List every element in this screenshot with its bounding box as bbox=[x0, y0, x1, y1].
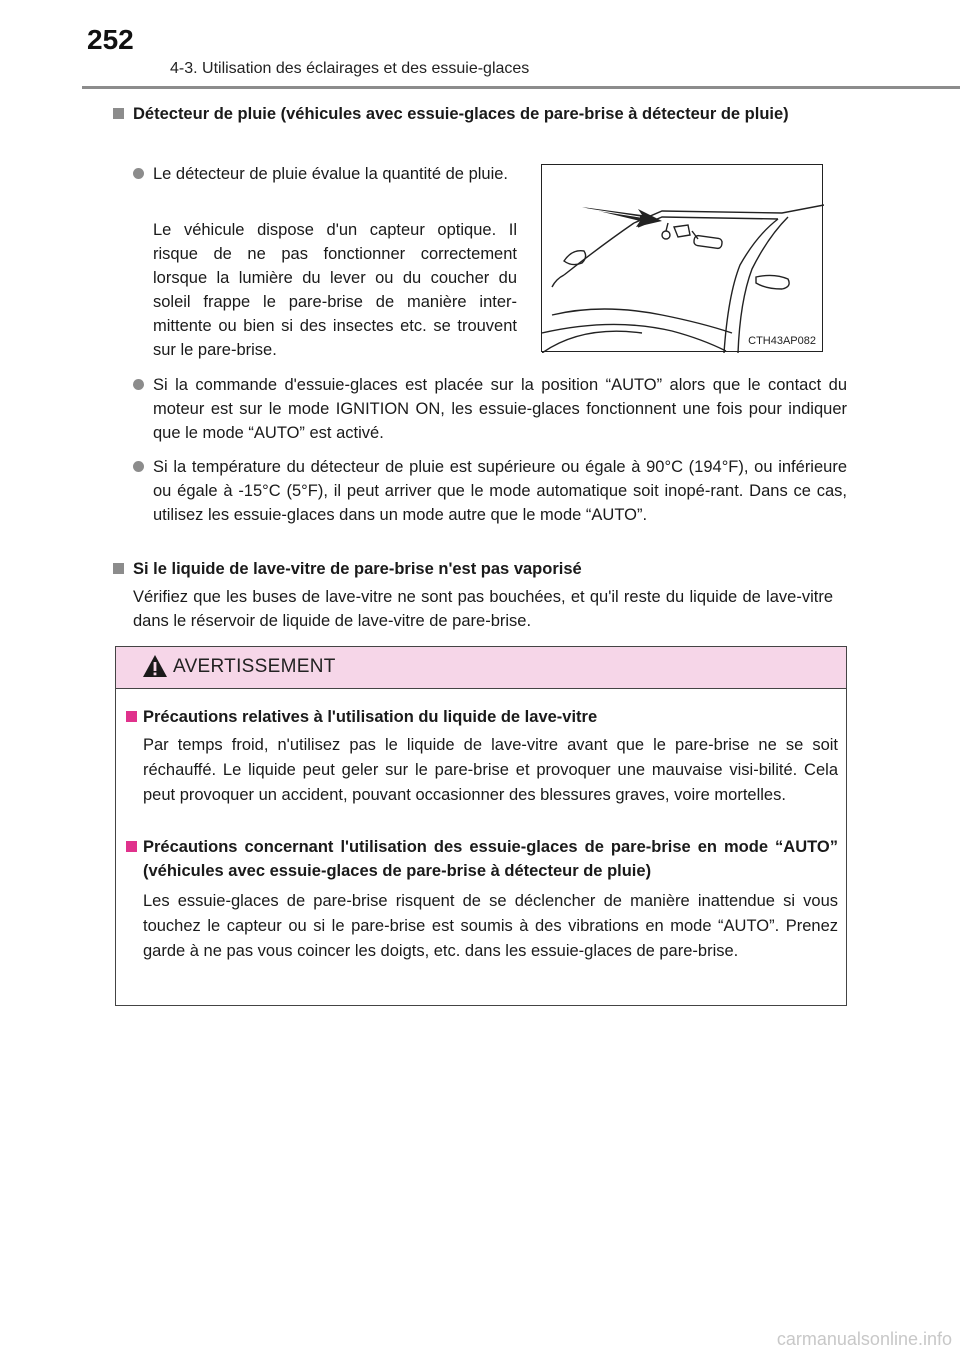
figure-code: CTH43AP082 bbox=[748, 335, 816, 347]
warning-item-auto-mode-heading: Précautions concernant l'utilisation des essuie-glaces de pare-brise en mode “AUTO” (véhicules avec essuie-glaces de pare-brise à détecteur de pluie) bbox=[126, 835, 838, 883]
square-bullet-icon bbox=[113, 108, 124, 119]
page-number: 252 bbox=[87, 24, 134, 55]
circle-bullet-icon bbox=[133, 461, 144, 472]
bullet-auto-position: Si la commande d'essuie-glaces est placée sur la position “AUTO” alors que le contact du moteur est sur le mode IGNITION ON, les essuie-glaces fonctionnent une fois pour indiquer que le mode “AUTO” est activé. bbox=[133, 373, 847, 445]
square-bullet-icon bbox=[113, 563, 124, 574]
section-heading-rain-sensor: Détecteur de pluie (véhicules avec essuie-glaces de pare-brise à détecteur de pluie) bbox=[113, 102, 847, 126]
bullet-temperature: Si la température du détecteur de pluie est supérieure ou égale à 90°C (194°F), ou inférieure ou égale à -15°C (5°F), il peut arriver que le mode automatique soit inopé-rant. Dans ce cas, utilisez les essuie-glaces dans un mode autre que le mode “AUTO”. bbox=[133, 455, 847, 527]
page-header bbox=[0, 0, 960, 90]
paragraph-washer-nozzles: Vérifiez que les buses de lave-vitre ne sont pas bouchées, et qu'il reste du liquide de lave-vitre dans le réservoir de liquide de lave-vitre de pare-brise. bbox=[133, 588, 833, 630]
rain-sensor-figure bbox=[541, 164, 823, 352]
warning-box bbox=[115, 646, 847, 1006]
circle-bullet-icon bbox=[133, 379, 144, 390]
windshield-sensor-illustration bbox=[542, 165, 824, 353]
watermark: carmanualsonline.info bbox=[776, 1329, 952, 1349]
warning-triangle-icon bbox=[142, 653, 168, 679]
warning-title: AVERTISSEMENT bbox=[173, 656, 336, 677]
warning-header bbox=[116, 647, 846, 689]
pink-square-bullet-icon bbox=[126, 711, 137, 722]
paragraph-optical-sensor: Le véhicule dispose d'un capteur optique. Il risque de ne pas fonctionner correctement lorsque la lumière du lever ou du coucher du soleil frappe le pare-brise de manière inter-mittente ou bien si des insectes etc. se trouvent sur le pare-brise. bbox=[153, 221, 517, 359]
chapter-title: 4-3. Utilisation des éclairages et des essuie-glaces bbox=[170, 60, 530, 77]
warning-item-washer-fluid-text: Par temps froid, n'utilisez pas le liquide de lave-vitre avant que le pare-brise ne se soit réchauffé. Le liquide peut geler sur le pare-brise et provoquer une mauvaise visi-bilité. Cela peut provoquer un accident, pouvant occasionner des blessures graves, voire mortelles. bbox=[143, 736, 838, 804]
circle-bullet-icon bbox=[133, 168, 144, 179]
section-heading-washer-fluid: Si le liquide de lave-vitre de pare-brise n'est pas vaporisé bbox=[113, 557, 847, 581]
bullet-rain-sensor-evaluates: Le détecteur de pluie évalue la quantité de pluie. bbox=[133, 162, 517, 186]
warning-item-washer-fluid-heading: Précautions relatives à l'utilisation du liquide de lave-vitre bbox=[126, 705, 838, 729]
warning-item-auto-mode-text: Les essuie-glaces de pare-brise risquent de se déclencher de manière inattendue si vous touchez le capteur ou si le pare-brise est soumis à des vibrations en mode “AUTO”. Prenez garde à ne pas vous coincer les doigts, etc. dans les essuie-glaces de pare-brise. bbox=[143, 892, 838, 960]
pink-square-bullet-icon bbox=[126, 841, 137, 852]
header-rule bbox=[82, 86, 960, 89]
